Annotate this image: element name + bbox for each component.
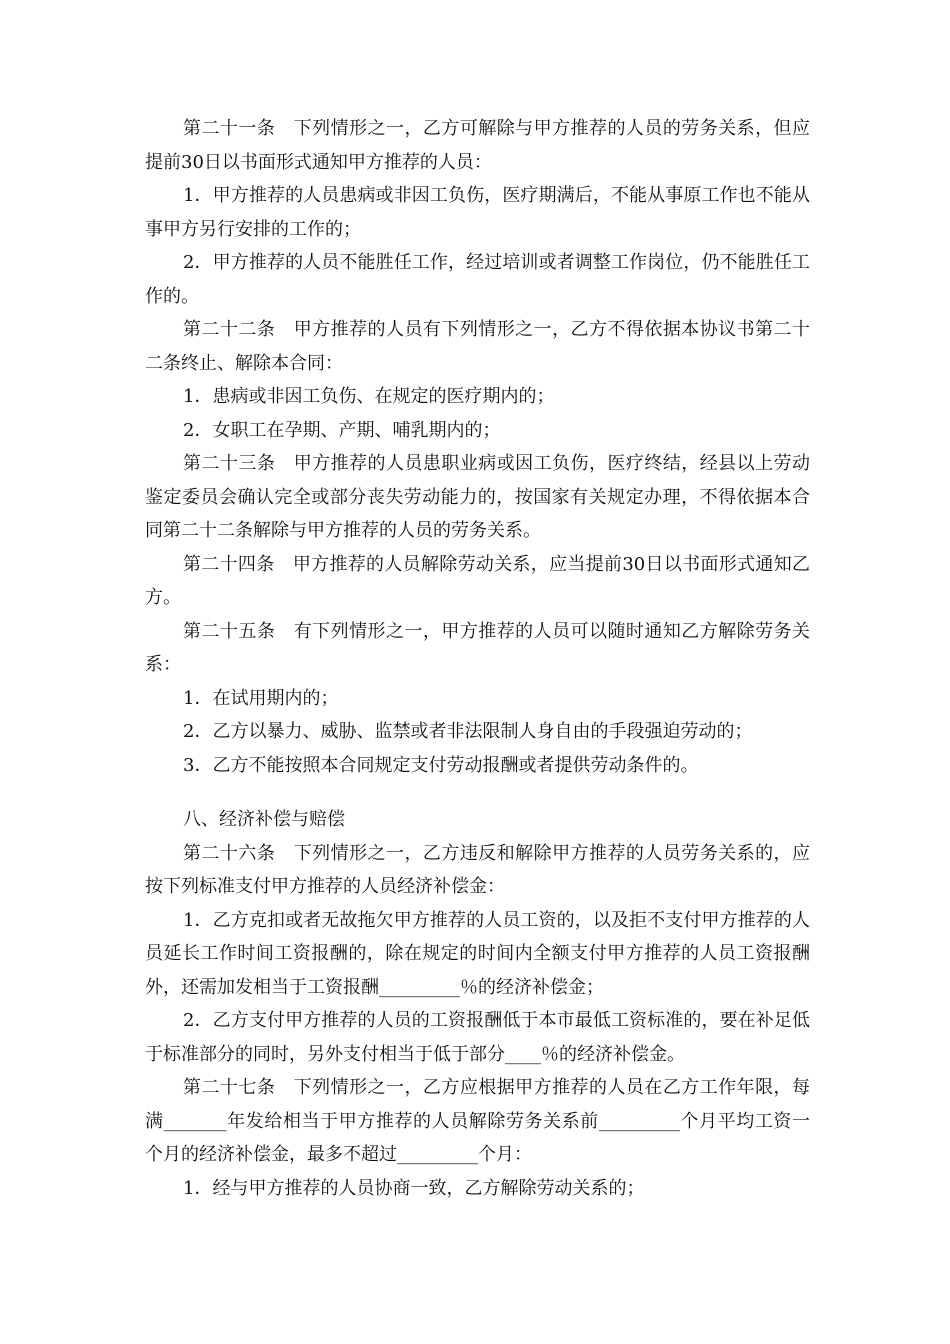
paragraph-item: 1．甲方推荐的人员患病或非因工负伤，医疗期满后，不能从事原工作也不能从事甲方另行安排的工作的； xyxy=(145,185,810,240)
section-heading: 八、经济补偿与赔偿 xyxy=(183,809,345,830)
paragraph-item: 2．甲方推荐的人员不能胜任工作，经过培训或者调整工作岗位，仍不能胜任工作的。 xyxy=(145,252,810,307)
paragraph-item: 1．在试用期内的； xyxy=(183,687,339,709)
paragraph-item: 2．女职工在孕期、产期、哺乳期内的； xyxy=(183,419,501,441)
document-body xyxy=(145,112,810,1205)
paragraph-item: 1．乙方克扣或者无故拖欠甲方推荐的人员工资的，以及拒不支付甲方推荐的人员延长工作时间工资报酬的，除在规定的时间内全额支付甲方推荐的人员工资报酬外，还需加发相当于工资报酬_________％的经济补偿金； xyxy=(145,909,810,998)
paragraph-article-25: 第二十五条 有下列情形之一，甲方推荐的人员可以随时通知乙方解除劳务关系： xyxy=(145,620,810,675)
paragraph-article-24: 第二十四条 甲方推荐的人员解除劳动关系，应当提前30日以书面形式通知乙方。 xyxy=(145,553,810,608)
section-spacer xyxy=(145,782,810,803)
paragraph-item: 1．经与甲方推荐的人员协商一致，乙方解除劳动关系的； xyxy=(183,1177,645,1199)
paragraph-item: 1．患病或非因工负伤、在规定的医疗期内的； xyxy=(183,386,555,407)
paragraph-article-26: 第二十六条 下列情形之一，乙方违反和解除甲方推荐的人员劳务关系的，应按下列标准支付甲方推荐的人员经济补偿金： xyxy=(145,842,810,897)
paragraph-item: 2．乙方支付甲方推荐的人员的工资报酬低于本市最低工资标准的，要在补足低于标准部分的同时，另外支付相当于低于部分____％的经济补偿金。 xyxy=(145,1010,810,1065)
paragraph-article-27: 第二十七条 下列情形之一，乙方应根据甲方推荐的人员在乙方工作年限，每满_______年发给相当于甲方推荐的人员解除劳务关系前_________个月平均工资一个月的经济补偿金，最多不超过_________个月： xyxy=(145,1077,810,1165)
paragraph-item: 3．乙方不能按照本合同规定支付劳动报酬或者提供劳动条件的。 xyxy=(183,754,699,776)
paragraph-article-21: 第二十一条 下列情形之一，乙方可解除与甲方推荐的人员的劳务关系，但应提前30日以书面形式通知甲方推荐的人员： xyxy=(145,118,810,173)
paragraph-article-23: 第二十三条 甲方推荐的人员患职业病或因工负伤，医疗终结，经县以上劳动鉴定委员会确认完全或部分丧失劳动能力的，按国家有关规定办理，不得依据本合同第二十二条解除与甲方推荐的人员的劳务关系。 xyxy=(145,453,810,541)
paragraph-item: 2．乙方以暴力、威胁、监禁或者非法限制人身自由的手段强迫劳动的； xyxy=(183,721,753,742)
paragraph-article-22: 第二十二条 甲方推荐的人员有下列情形之一，乙方不得依据本协议书第二十二条终止、解除本合同： xyxy=(145,319,810,374)
